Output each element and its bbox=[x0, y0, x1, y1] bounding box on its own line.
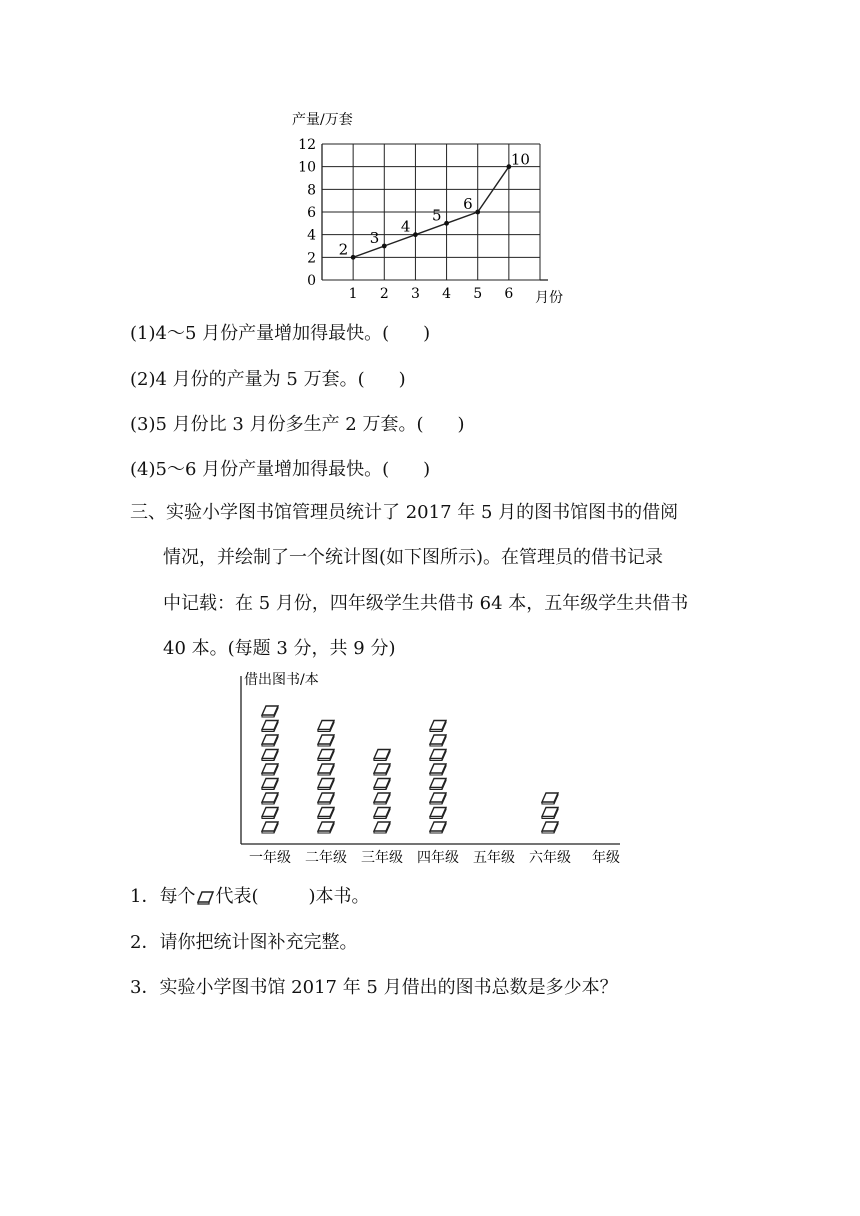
book-icon bbox=[318, 822, 334, 833]
statement-4 bbox=[130, 455, 430, 481]
statement-2 bbox=[130, 365, 406, 391]
book-icon bbox=[195, 889, 215, 905]
book-icon bbox=[430, 750, 446, 761]
line-chart-x-ticks bbox=[349, 286, 514, 302]
line-chart-point-label-6: 10 bbox=[510, 150, 530, 169]
book-icon bbox=[542, 808, 558, 819]
book-icon bbox=[262, 750, 278, 761]
line-chart-xtick-4: 5 bbox=[473, 286, 483, 302]
question-2: 2．请你把统计图补充完整。 bbox=[130, 932, 358, 953]
book-icon bbox=[262, 793, 278, 804]
line-chart-point-2 bbox=[382, 244, 387, 249]
book-icon bbox=[318, 808, 334, 819]
line-chart-ytick-1: 2 bbox=[307, 250, 316, 267]
book-icon bbox=[430, 793, 446, 804]
book-icon bbox=[430, 808, 446, 819]
book-icon bbox=[542, 822, 558, 833]
line-chart-point-label-2: 3 bbox=[369, 229, 380, 247]
pictograph-category-2: 三年级 bbox=[361, 850, 403, 866]
line-chart-ytick-3: 6 bbox=[307, 205, 316, 221]
book-icon bbox=[262, 822, 278, 833]
pictograph-category-6: 年级 bbox=[592, 850, 620, 866]
line-chart-point-1 bbox=[351, 255, 356, 260]
book-icon bbox=[374, 764, 390, 775]
line-chart-y-ticks bbox=[298, 137, 316, 289]
pictograph-categories bbox=[249, 849, 620, 866]
pictograph-category-1: 二年级 bbox=[305, 850, 347, 866]
book-icon bbox=[318, 750, 334, 761]
production-line-chart bbox=[280, 108, 580, 308]
question-1-suffix: )本书。 bbox=[308, 886, 370, 907]
section3-line4: 40 本。(每题 3 分，共 9 分) bbox=[163, 638, 396, 659]
book-icon bbox=[374, 750, 390, 761]
book-icon bbox=[262, 735, 278, 746]
statement-2-close: ) bbox=[398, 369, 406, 390]
book-icon bbox=[430, 721, 446, 732]
statement-3 bbox=[130, 410, 465, 436]
statement-4-close: ) bbox=[423, 459, 431, 480]
pictograph-category-3: 四年级 bbox=[417, 850, 459, 866]
line-chart-xtick-2: 3 bbox=[410, 286, 420, 302]
line-chart-point-label-4: 5 bbox=[432, 206, 442, 225]
section3-line3: 中记载：在 5 月份，四年级学生共借书 64 本，五年级学生共借书 bbox=[163, 593, 689, 614]
book-icon bbox=[374, 779, 390, 790]
book-icon bbox=[430, 764, 446, 775]
book-icon bbox=[262, 764, 278, 775]
line-chart-point-3 bbox=[413, 232, 418, 237]
book-icon bbox=[430, 735, 446, 746]
pictograph-category-0: 一年级 bbox=[249, 850, 291, 866]
book-icon bbox=[430, 779, 446, 790]
book-icon bbox=[318, 764, 334, 775]
book-icon bbox=[374, 808, 390, 819]
line-chart-ytick-0: 0 bbox=[307, 273, 316, 289]
book-icon bbox=[262, 779, 278, 790]
line-chart-ylabel: 产量/万套 bbox=[292, 112, 353, 128]
question-3: 3．实验小学图书馆 2017 年 5 月借出的图书总数是多少本？ bbox=[130, 977, 618, 998]
statement-3-text: (3)5 月份比 3 月份多生产 2 万套。( bbox=[130, 414, 424, 435]
line-chart-ytick-5: 10 bbox=[298, 159, 316, 176]
statement-1-text: (1)4～5 月份产量增加得最快。( bbox=[130, 323, 390, 344]
line-chart-point-label-5: 6 bbox=[463, 195, 473, 213]
line-chart-point-label-3: 4 bbox=[400, 217, 411, 236]
book-icon bbox=[318, 735, 334, 746]
book-icon bbox=[262, 706, 278, 717]
line-chart-xtick-1: 2 bbox=[379, 286, 389, 302]
question-1 bbox=[130, 882, 370, 908]
statement-3-close: ) bbox=[457, 414, 465, 435]
question-1-prefix: 1．每个 bbox=[130, 886, 196, 907]
line-chart-point-label-1: 2 bbox=[338, 240, 349, 259]
line-chart-ytick-4: 8 bbox=[307, 182, 316, 199]
pictograph-stacks bbox=[262, 706, 558, 833]
line-chart-xtick-3: 4 bbox=[442, 286, 452, 302]
line-chart-point-4 bbox=[444, 221, 449, 226]
pictograph-category-4: 五年级 bbox=[473, 850, 515, 866]
line-chart-xlabel: 月份 bbox=[535, 290, 563, 306]
book-icon bbox=[430, 822, 446, 833]
book-icon bbox=[262, 808, 278, 819]
statement-4-text: (4)5～6 月份产量增加得最快。( bbox=[130, 459, 390, 480]
line-chart-xtick-0: 1 bbox=[348, 286, 358, 302]
section3-line1: 三、实验小学图书馆管理员统计了 2017 年 5 月的图书馆图书的借阅 bbox=[130, 502, 679, 523]
statement-1-close: ) bbox=[423, 323, 431, 344]
book-icon bbox=[318, 779, 334, 790]
line-chart-point-5 bbox=[475, 210, 480, 215]
book-pictograph-chart bbox=[232, 668, 632, 874]
line-chart-ytick-6: 12 bbox=[298, 137, 316, 153]
book-icon bbox=[374, 793, 390, 804]
question-1-mid: 代表( bbox=[215, 886, 259, 907]
pictograph-category-5: 六年级 bbox=[529, 850, 571, 866]
book-icon bbox=[542, 793, 558, 804]
section3-line2: 情况，并绘制了一个统计图(如下图所示)。在管理员的借书记录 bbox=[163, 547, 664, 568]
line-chart-xtick-5: 6 bbox=[504, 286, 514, 302]
statement-1 bbox=[130, 319, 430, 345]
pictograph-ylabel: 借出图书/本 bbox=[244, 672, 319, 688]
book-icon bbox=[262, 721, 278, 732]
line-chart-ytick-2: 4 bbox=[307, 227, 316, 244]
book-icon bbox=[318, 721, 334, 732]
statement-2-text: (2)4 月份的产量为 5 万套。( bbox=[130, 369, 365, 390]
book-icon bbox=[318, 793, 334, 804]
book-icon bbox=[374, 822, 390, 833]
